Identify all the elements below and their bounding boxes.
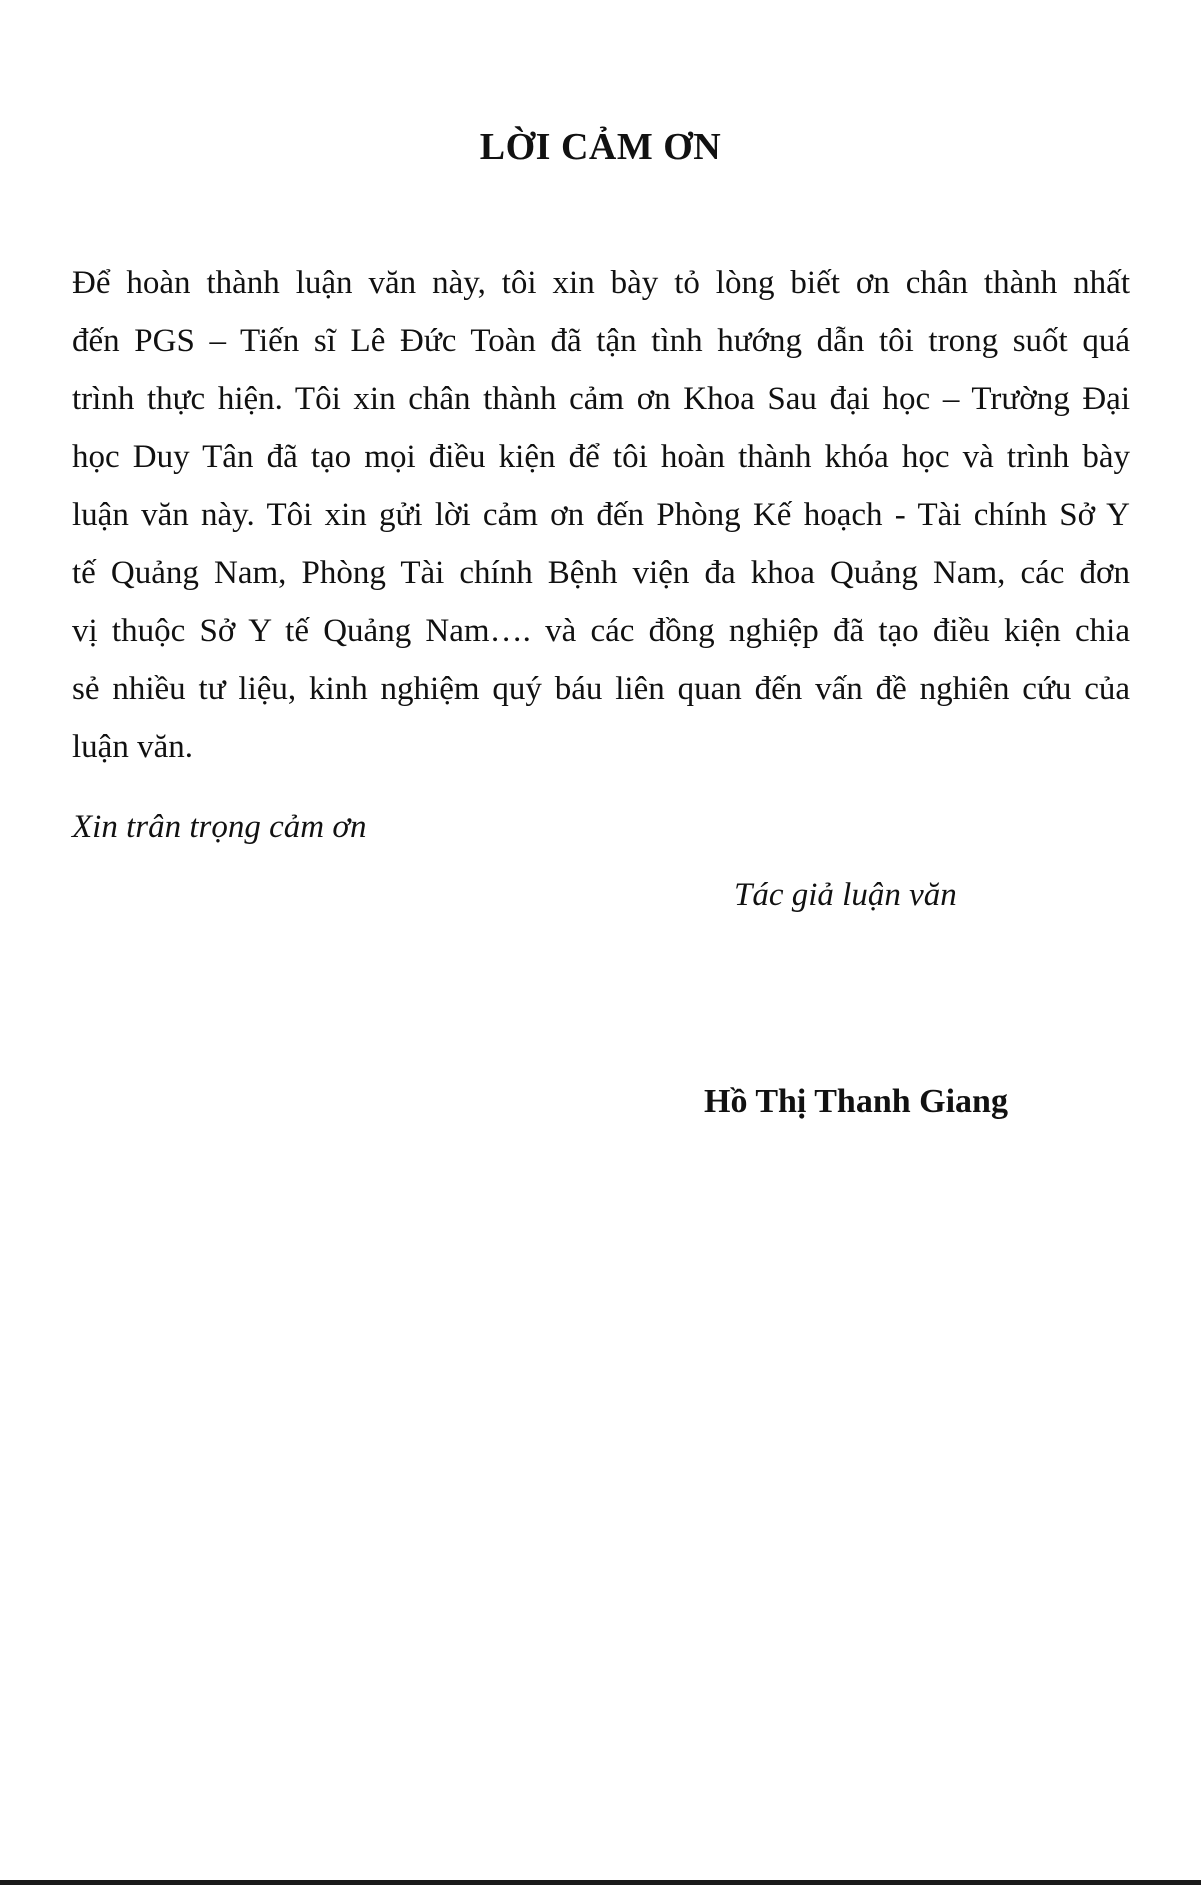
- paragraph-line: Để hoàn thành luận văn này, tôi xin bày tỏ lòng biết ơn chân thành nhất: [72, 265, 1130, 301]
- paragraph-line: đến PGS – Tiến sĩ Lê Đức Toàn đã tận tình hướng dẫn tôi trong suốt quá: [72, 323, 1130, 359]
- page-title: LỜI CẢM ƠN: [479, 126, 722, 168]
- acknowledgement-paragraph: [72, 254, 1130, 776]
- paragraph-line: luận văn này. Tôi xin gửi lời cảm ơn đến Phòng Kế hoạch - Tài chính Sở Y: [72, 497, 1130, 533]
- paragraph-line: vị thuộc Sở Y tế Quảng Nam…. và các đồng nghiệp đã tạo điều kiện chia: [72, 613, 1130, 649]
- paragraph-line: học Duy Tân đã tạo mọi điều kiện để tôi hoàn thành khóa học và trình bày: [72, 439, 1130, 475]
- paragraph-line: luận văn.: [72, 729, 193, 765]
- bottom-border: [0, 1880, 1201, 1885]
- author-role: Tác giả luận văn: [734, 877, 957, 913]
- paragraph-line: trình thực hiện. Tôi xin chân thành cảm ơn Khoa Sau đại học – Trường Đại: [72, 381, 1130, 417]
- paragraph-line: sẻ nhiều tư liệu, kinh nghiệm quý báu liên quan đến vấn đề nghiên cứu của: [72, 671, 1130, 707]
- paragraph-line: tế Quảng Nam, Phòng Tài chính Bệnh viện đa khoa Quảng Nam, các đơn: [72, 555, 1130, 591]
- author-name: Hồ Thị Thanh Giang: [704, 1083, 1008, 1120]
- closing-phrase: Xin trân trọng cảm ơn: [72, 809, 367, 845]
